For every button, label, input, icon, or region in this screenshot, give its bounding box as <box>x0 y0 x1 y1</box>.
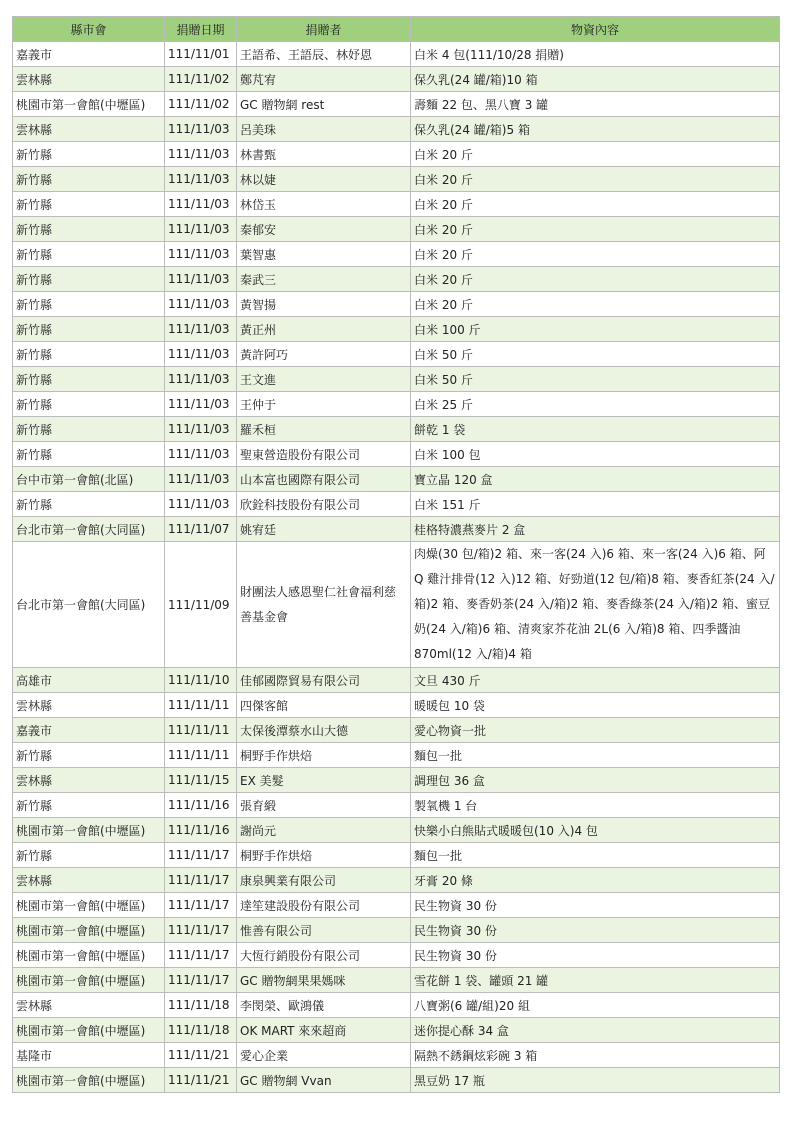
cell-region: 基隆市 <box>13 1043 165 1068</box>
cell-region: 新竹縣 <box>13 793 165 818</box>
cell-date: 111/11/03 <box>165 117 237 142</box>
cell-items: 白米 151 斤 <box>411 492 780 517</box>
cell-donor: 鄭芃宥 <box>237 67 411 92</box>
cell-date: 111/11/03 <box>165 267 237 292</box>
cell-date: 111/11/03 <box>165 392 237 417</box>
cell-date: 111/11/03 <box>165 317 237 342</box>
table-row <box>13 1018 780 1043</box>
cell-items: 壽麵 22 包、黑八寶 3 罐 <box>411 92 780 117</box>
cell-donor: 欣銓科技股份有限公司 <box>237 492 411 517</box>
cell-items: 民生物資 30 份 <box>411 893 780 918</box>
table-row <box>13 167 780 192</box>
cell-region: 新竹縣 <box>13 342 165 367</box>
cell-donor: EX 美髮 <box>237 768 411 793</box>
cell-date: 111/11/09 <box>165 542 237 668</box>
cell-donor: 林以婕 <box>237 167 411 192</box>
header-donor: 捐贈者 <box>237 17 411 42</box>
cell-items: 快樂小白熊貼式暖暖包(10 入)4 包 <box>411 818 780 843</box>
cell-date: 111/11/17 <box>165 868 237 893</box>
cell-region: 雲林縣 <box>13 693 165 718</box>
cell-region: 桃園市第一會館(中壢區) <box>13 918 165 943</box>
cell-date: 111/11/03 <box>165 142 237 167</box>
cell-items: 白米 25 斤 <box>411 392 780 417</box>
cell-donor: 桐野手作烘焙 <box>237 843 411 868</box>
cell-date: 111/11/16 <box>165 793 237 818</box>
cell-region: 新竹縣 <box>13 743 165 768</box>
cell-items: 白米 20 斤 <box>411 167 780 192</box>
cell-items: 寶立晶 120 盒 <box>411 467 780 492</box>
cell-items: 雪花餅 1 袋、罐頭 21 罐 <box>411 968 780 993</box>
table-row <box>13 693 780 718</box>
cell-date: 111/11/21 <box>165 1043 237 1068</box>
cell-items: 調理包 36 盒 <box>411 768 780 793</box>
header-region: 縣市會 <box>13 17 165 42</box>
cell-donor: 聖東營造股份有限公司 <box>237 442 411 467</box>
cell-region: 桃園市第一會館(中壢區) <box>13 943 165 968</box>
cell-items: 白米 4 包(111/10/28 捐贈) <box>411 42 780 67</box>
cell-date: 111/11/17 <box>165 893 237 918</box>
cell-date: 111/11/03 <box>165 442 237 467</box>
donation-table <box>12 16 780 1093</box>
cell-region: 雲林縣 <box>13 67 165 92</box>
cell-donor: 桐野手作烘焙 <box>237 743 411 768</box>
table-row <box>13 1068 780 1093</box>
table-row <box>13 367 780 392</box>
cell-donor: 財團法人感恩聖仁社會福利慈善基金會 <box>237 542 411 668</box>
table-row <box>13 67 780 92</box>
cell-items: 黑豆奶 17 瓶 <box>411 1068 780 1093</box>
cell-region: 雲林縣 <box>13 868 165 893</box>
cell-date: 111/11/10 <box>165 668 237 693</box>
cell-date: 111/11/11 <box>165 718 237 743</box>
cell-items: 餅乾 1 袋 <box>411 417 780 442</box>
cell-items: 白米 20 斤 <box>411 192 780 217</box>
cell-date: 111/11/11 <box>165 693 237 718</box>
table-row <box>13 943 780 968</box>
cell-region: 雲林縣 <box>13 993 165 1018</box>
cell-donor: 大恆行銷股份有限公司 <box>237 943 411 968</box>
cell-donor: 黃正州 <box>237 317 411 342</box>
cell-items: 白米 50 斤 <box>411 367 780 392</box>
table-row <box>13 417 780 442</box>
cell-items: 愛心物資一批 <box>411 718 780 743</box>
cell-items: 迷你提心酥 34 盒 <box>411 1018 780 1043</box>
cell-items: 製氧機 1 台 <box>411 793 780 818</box>
table-row <box>13 317 780 342</box>
table-row <box>13 968 780 993</box>
cell-donor: 秦武三 <box>237 267 411 292</box>
table-body <box>13 42 780 1093</box>
table-row <box>13 918 780 943</box>
cell-items: 民生物資 30 份 <box>411 918 780 943</box>
cell-date: 111/11/17 <box>165 968 237 993</box>
table-row <box>13 292 780 317</box>
cell-items: 白米 20 斤 <box>411 292 780 317</box>
cell-date: 111/11/03 <box>165 367 237 392</box>
cell-donor: 王文進 <box>237 367 411 392</box>
cell-region: 新竹縣 <box>13 442 165 467</box>
table-row <box>13 668 780 693</box>
cell-region: 台北市第一會館(大同區) <box>13 517 165 542</box>
cell-date: 111/11/07 <box>165 517 237 542</box>
table-row <box>13 893 780 918</box>
cell-date: 111/11/15 <box>165 768 237 793</box>
table-row <box>13 743 780 768</box>
cell-region: 新竹縣 <box>13 392 165 417</box>
cell-region: 新竹縣 <box>13 217 165 242</box>
cell-donor: 達笙建設股份有限公司 <box>237 893 411 918</box>
cell-date: 111/11/21 <box>165 1068 237 1093</box>
cell-date: 111/11/18 <box>165 1018 237 1043</box>
cell-donor: 王語希、王語辰、林妤恩 <box>237 42 411 67</box>
cell-region: 新竹縣 <box>13 267 165 292</box>
table-row <box>13 718 780 743</box>
cell-date: 111/11/03 <box>165 492 237 517</box>
cell-date: 111/11/02 <box>165 92 237 117</box>
table-row <box>13 517 780 542</box>
table-row <box>13 267 780 292</box>
table-row <box>13 42 780 67</box>
cell-region: 新竹縣 <box>13 142 165 167</box>
cell-items: 白米 100 斤 <box>411 317 780 342</box>
cell-date: 111/11/03 <box>165 217 237 242</box>
cell-donor: 張育緞 <box>237 793 411 818</box>
cell-donor: 王仲于 <box>237 392 411 417</box>
cell-donor: 太保後潭蔡水山大德 <box>237 718 411 743</box>
cell-donor: 四傑客館 <box>237 693 411 718</box>
table-row <box>13 467 780 492</box>
cell-region: 新竹縣 <box>13 292 165 317</box>
table-row <box>13 242 780 267</box>
cell-region: 新竹縣 <box>13 192 165 217</box>
cell-items: 牙膏 20 條 <box>411 868 780 893</box>
cell-date: 111/11/03 <box>165 292 237 317</box>
cell-region: 嘉義市 <box>13 718 165 743</box>
table-row <box>13 117 780 142</box>
table-row <box>13 993 780 1018</box>
cell-region: 高雄市 <box>13 668 165 693</box>
cell-region: 新竹縣 <box>13 242 165 267</box>
header-items: 物資內容 <box>411 17 780 42</box>
table-row <box>13 868 780 893</box>
cell-date: 111/11/02 <box>165 67 237 92</box>
cell-donor: 謝尚元 <box>237 818 411 843</box>
cell-items: 保久乳(24 罐/箱)5 箱 <box>411 117 780 142</box>
cell-items: 暖暖包 10 袋 <box>411 693 780 718</box>
cell-date: 111/11/03 <box>165 342 237 367</box>
cell-donor: 林書甄 <box>237 142 411 167</box>
cell-date: 111/11/17 <box>165 918 237 943</box>
cell-donor: 黃智揚 <box>237 292 411 317</box>
table-row <box>13 768 780 793</box>
cell-date: 111/11/11 <box>165 743 237 768</box>
cell-region: 新竹縣 <box>13 843 165 868</box>
table-header-row <box>13 17 780 42</box>
cell-date: 111/11/03 <box>165 167 237 192</box>
cell-items: 白米 20 斤 <box>411 267 780 292</box>
cell-region: 新竹縣 <box>13 492 165 517</box>
table-row <box>13 392 780 417</box>
cell-region: 桃園市第一會館(中壢區) <box>13 968 165 993</box>
cell-donor: 康泉興業有限公司 <box>237 868 411 893</box>
cell-donor: 葉智惠 <box>237 242 411 267</box>
cell-items: 白米 50 斤 <box>411 342 780 367</box>
cell-region: 嘉義市 <box>13 42 165 67</box>
cell-items: 白米 100 包 <box>411 442 780 467</box>
cell-donor: 呂美珠 <box>237 117 411 142</box>
header-date: 捐贈日期 <box>165 17 237 42</box>
cell-region: 台中市第一會館(北區) <box>13 467 165 492</box>
cell-items: 桂格特濃燕麥片 2 盒 <box>411 517 780 542</box>
cell-date: 111/11/16 <box>165 818 237 843</box>
cell-donor: GC 贈物網果果媽咪 <box>237 968 411 993</box>
cell-region: 桃園市第一會館(中壢區) <box>13 818 165 843</box>
cell-donor: 愛心企業 <box>237 1043 411 1068</box>
table-row <box>13 342 780 367</box>
cell-region: 雲林縣 <box>13 117 165 142</box>
cell-donor: 惟善有限公司 <box>237 918 411 943</box>
cell-items: 文旦 430 斤 <box>411 668 780 693</box>
cell-region: 新竹縣 <box>13 417 165 442</box>
cell-date: 111/11/17 <box>165 843 237 868</box>
cell-date: 111/11/03 <box>165 467 237 492</box>
cell-items: 隔熱不銹鋼炫彩碗 3 箱 <box>411 1043 780 1068</box>
cell-donor: GC 贈物網 Vvan <box>237 1068 411 1093</box>
cell-items: 八寶粥(6 罐/組)20 組 <box>411 993 780 1018</box>
cell-region: 桃園市第一會館(中壢區) <box>13 1018 165 1043</box>
cell-date: 111/11/01 <box>165 42 237 67</box>
cell-donor: 秦郁安 <box>237 217 411 242</box>
table-row <box>13 217 780 242</box>
cell-donor: 山本富也國際有限公司 <box>237 467 411 492</box>
cell-region: 新竹縣 <box>13 317 165 342</box>
table-row <box>13 542 780 668</box>
cell-region: 桃園市第一會館(中壢區) <box>13 1068 165 1093</box>
cell-date: 111/11/03 <box>165 192 237 217</box>
cell-donor: 李閔榮、歐鴻儀 <box>237 993 411 1018</box>
cell-items: 肉燥(30 包/箱)2 箱、來一客(24 入)6 箱、來一客(24 入)6 箱、阿 Q 雞汁排骨(12 入)12 箱、好勁道(12 包/箱)8 箱、麥香紅茶(24 入/箱)2 箱、麥香奶茶(24 入/箱)2 箱、麥香綠茶(24 入/箱)2 箱、蜜豆奶(24 入/箱)6 箱、清爽家芥花油 2L(6 入/箱)8 箱、四季醬油 870ml(12 入/箱)4 箱 <box>411 542 780 668</box>
table-row <box>13 492 780 517</box>
cell-date: 111/11/03 <box>165 417 237 442</box>
table-row <box>13 843 780 868</box>
cell-items: 保久乳(24 罐/箱)10 箱 <box>411 67 780 92</box>
cell-date: 111/11/17 <box>165 943 237 968</box>
cell-items: 白米 20 斤 <box>411 217 780 242</box>
table-row <box>13 442 780 467</box>
cell-items: 白米 20 斤 <box>411 142 780 167</box>
table-row <box>13 793 780 818</box>
cell-items: 麵包一批 <box>411 743 780 768</box>
cell-donor: GC 贈物網 rest <box>237 92 411 117</box>
cell-items: 白米 20 斤 <box>411 242 780 267</box>
cell-region: 新竹縣 <box>13 367 165 392</box>
table-row <box>13 818 780 843</box>
cell-items: 麵包一批 <box>411 843 780 868</box>
table-row <box>13 92 780 117</box>
cell-region: 桃園市第一會館(中壢區) <box>13 92 165 117</box>
cell-region: 台北市第一會館(大同區) <box>13 542 165 668</box>
table-row <box>13 192 780 217</box>
table-row <box>13 1043 780 1068</box>
cell-region: 新竹縣 <box>13 167 165 192</box>
cell-items: 民生物資 30 份 <box>411 943 780 968</box>
cell-region: 桃園市第一會館(中壢區) <box>13 893 165 918</box>
cell-date: 111/11/03 <box>165 242 237 267</box>
cell-donor: 佳郁國際貿易有限公司 <box>237 668 411 693</box>
cell-date: 111/11/18 <box>165 993 237 1018</box>
cell-donor: OK MART 來來超商 <box>237 1018 411 1043</box>
cell-donor: 黃許阿巧 <box>237 342 411 367</box>
cell-donor: 羅禾桓 <box>237 417 411 442</box>
table-row <box>13 142 780 167</box>
cell-donor: 姚宥廷 <box>237 517 411 542</box>
cell-region: 雲林縣 <box>13 768 165 793</box>
cell-donor: 林岱玉 <box>237 192 411 217</box>
